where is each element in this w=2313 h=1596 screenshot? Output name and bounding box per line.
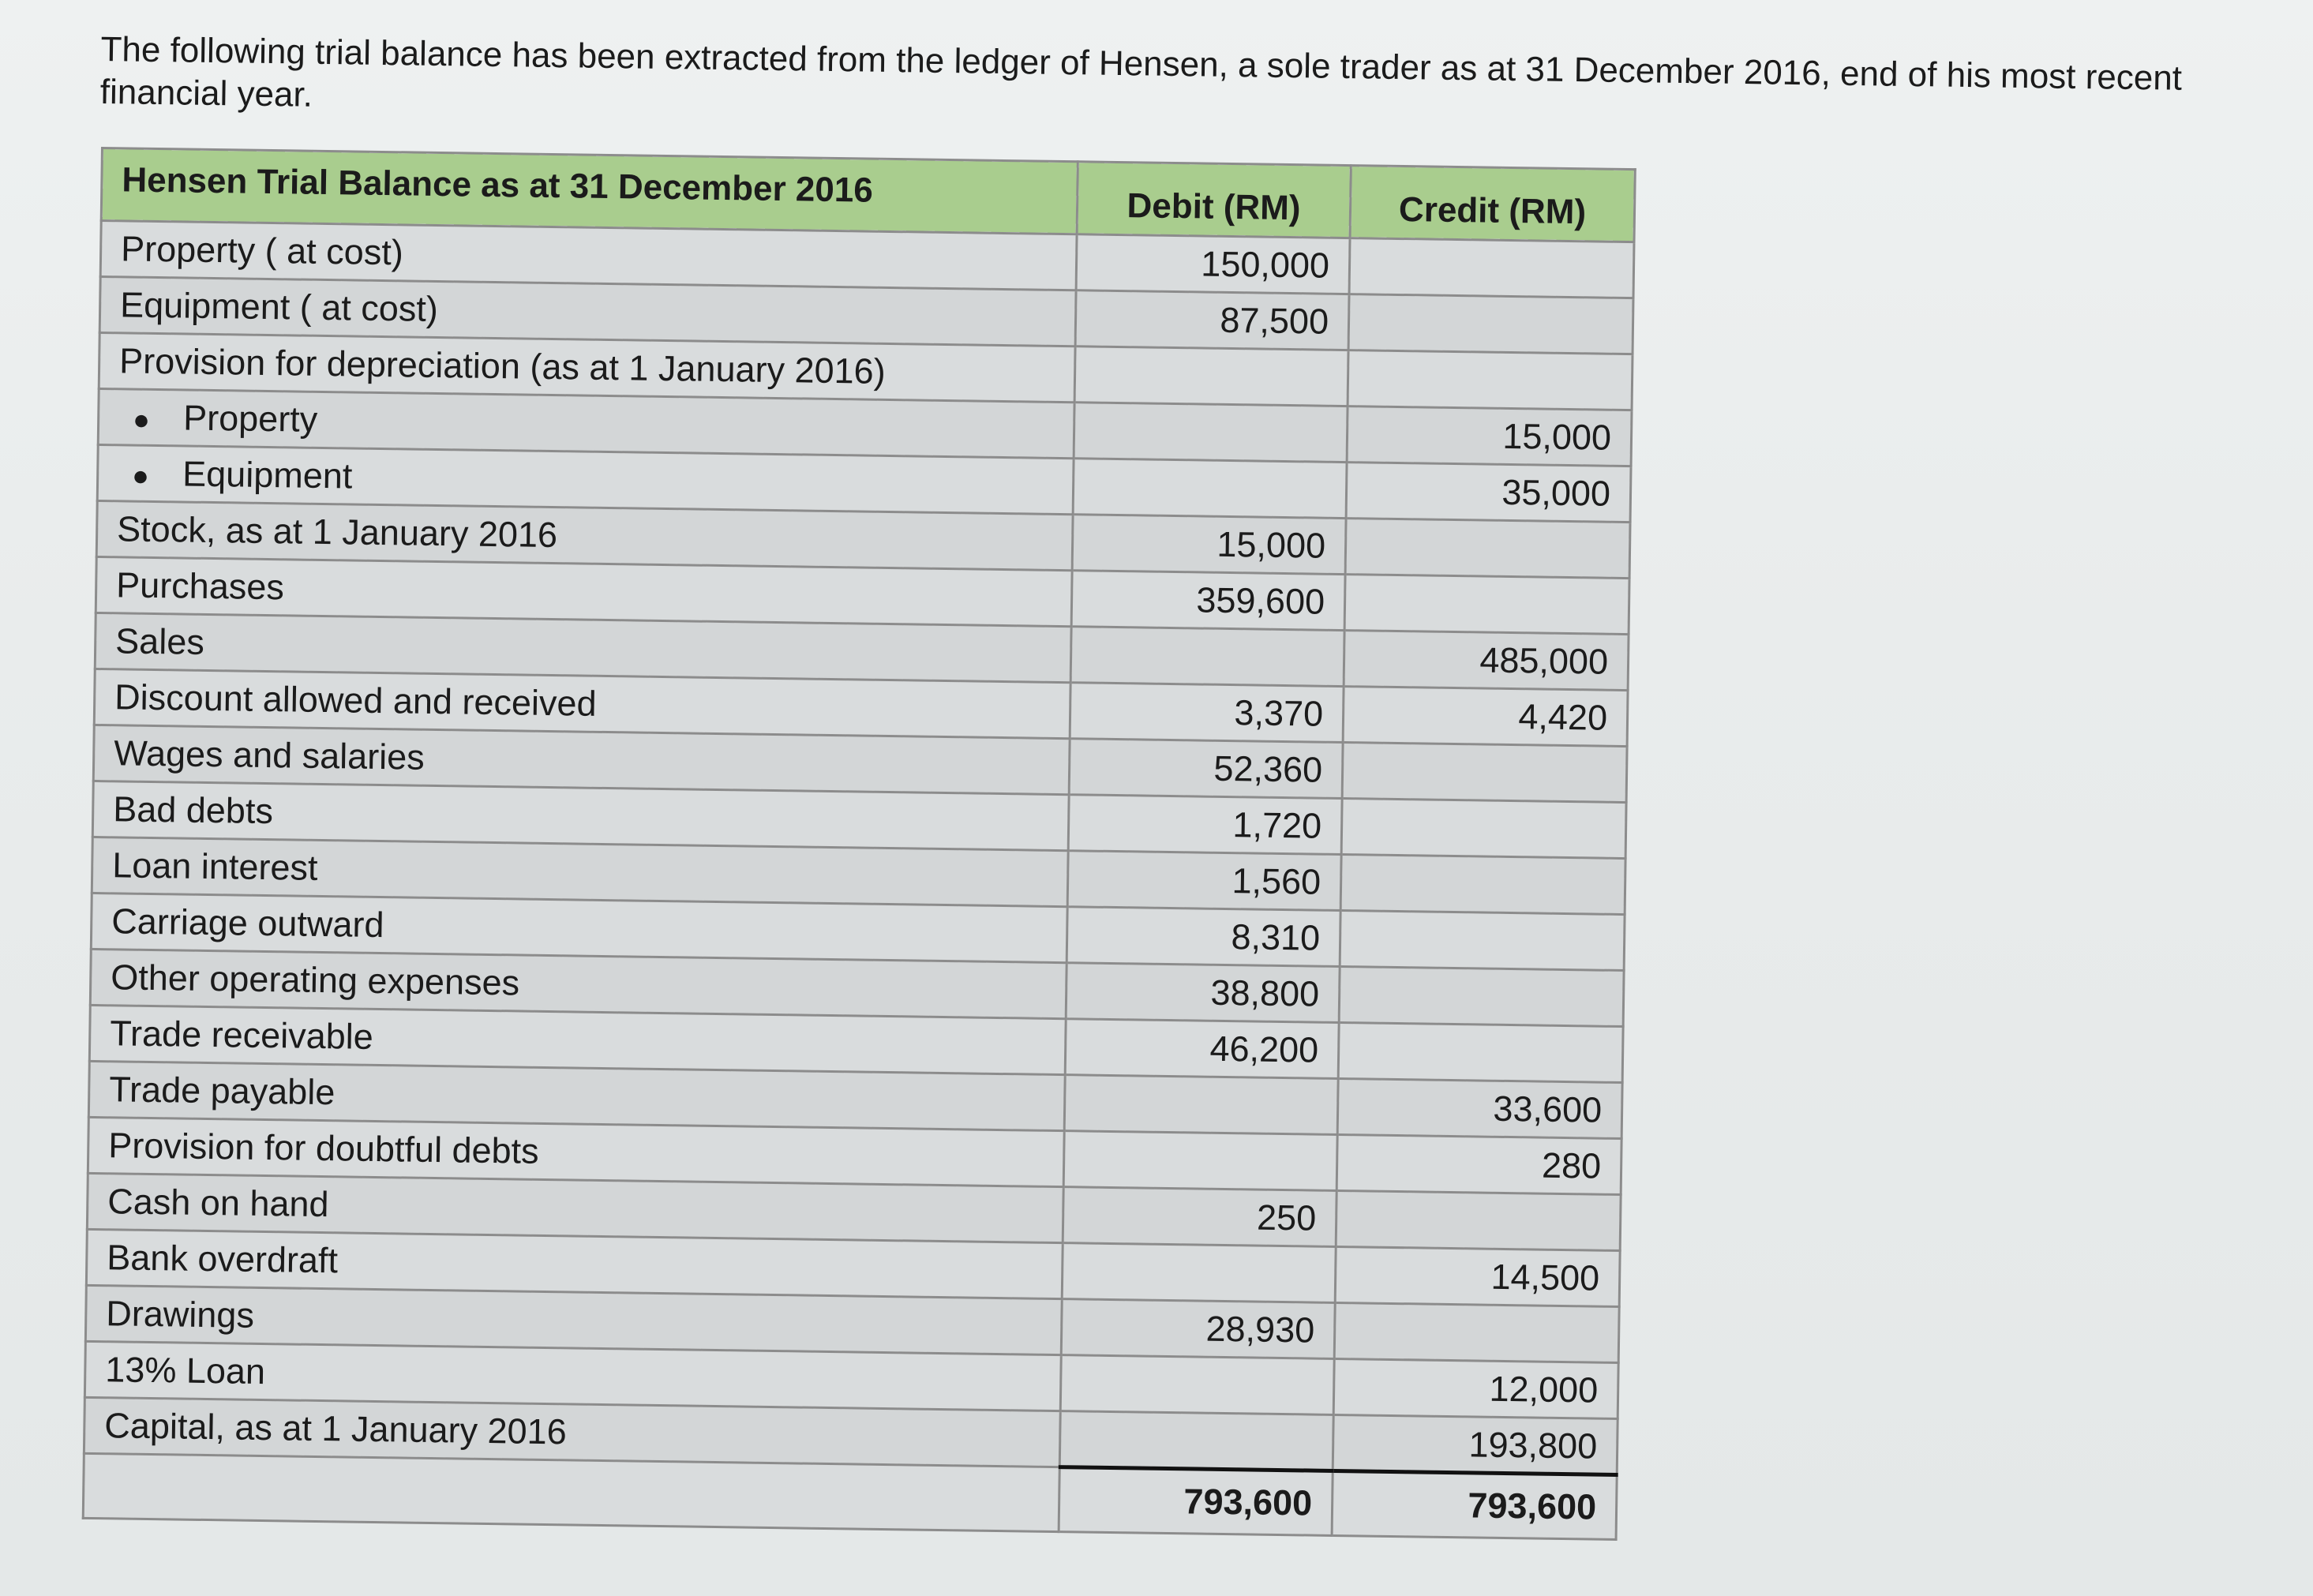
total-debit: 793,600 xyxy=(1059,1467,1333,1536)
row-credit: 14,500 xyxy=(1335,1246,1620,1306)
row-debit: 52,360 xyxy=(1069,739,1343,799)
row-credit: 12,000 xyxy=(1333,1358,1618,1418)
row-credit: 4,420 xyxy=(1343,687,1628,747)
row-label: Property ( at cost) xyxy=(100,221,1077,290)
row-credit xyxy=(1344,575,1629,635)
row-credit xyxy=(1338,1023,1623,1083)
row-label: Wages and salaries xyxy=(93,725,1070,794)
total-label-cell xyxy=(83,1453,1059,1531)
row-credit xyxy=(1341,799,1626,859)
row-debit: 359,600 xyxy=(1071,571,1345,631)
row-credit xyxy=(1340,911,1625,971)
row-credit: 35,000 xyxy=(1346,463,1631,523)
row-debit xyxy=(1062,1243,1336,1303)
row-label: Provision for depreciation (as at 1 January 2016) xyxy=(99,332,1075,402)
row-debit: 3,370 xyxy=(1070,683,1344,743)
debit-header: Debit (RM) xyxy=(1077,162,1351,238)
row-label: 13% Loan xyxy=(84,1341,1061,1411)
row-label: Provision for doubtful debts xyxy=(88,1117,1064,1186)
trial-balance-table xyxy=(82,147,1636,1541)
row-credit: 193,800 xyxy=(1333,1414,1618,1474)
row-credit: 15,000 xyxy=(1347,406,1632,466)
row-debit: 87,500 xyxy=(1075,290,1349,350)
row-credit xyxy=(1334,1302,1619,1362)
row-debit: 8,310 xyxy=(1067,907,1340,967)
bullet-icon: ● xyxy=(132,403,151,436)
row-label: Loan interest xyxy=(92,837,1068,906)
row-debit: 28,930 xyxy=(1061,1299,1335,1359)
row-credit xyxy=(1339,967,1624,1027)
row-label: Other operating expenses xyxy=(90,949,1067,1018)
row-debit: 1,560 xyxy=(1067,851,1341,911)
trial-balance xyxy=(82,147,1634,1541)
row-label: Equipment xyxy=(182,453,353,496)
total-credit: 793,600 xyxy=(1332,1470,1617,1539)
credit-header: Credit (RM) xyxy=(1350,166,1635,242)
row-debit xyxy=(1059,1411,1333,1471)
row-label: Discount allowed and received xyxy=(94,669,1070,738)
row-debit xyxy=(1074,403,1348,463)
row-credit xyxy=(1336,1190,1621,1250)
row-label: Trade receivable xyxy=(89,1005,1066,1074)
row-label: Stock, as at 1 January 2016 xyxy=(96,500,1073,570)
row-label: Equipment ( at cost) xyxy=(99,277,1076,347)
row-credit: 485,000 xyxy=(1344,631,1629,691)
row-debit: 15,000 xyxy=(1072,515,1346,575)
row-credit: 280 xyxy=(1336,1134,1621,1194)
row-debit xyxy=(1073,459,1347,519)
row-label: Sales xyxy=(95,613,1071,682)
row-label: Bank overdraft xyxy=(86,1229,1063,1298)
intro-paragraph: The following trial balance has been extracted from the ledger of Hensen, a sole trader as at 31 December 2016, end of his most recent financial year. xyxy=(99,29,2183,114)
row-credit xyxy=(1342,743,1627,803)
row-debit xyxy=(1070,627,1344,687)
row-debit xyxy=(1063,1131,1337,1191)
row-debit: 250 xyxy=(1063,1187,1336,1247)
row-label: Trade payable xyxy=(88,1061,1065,1130)
row-label: Carriage outward xyxy=(91,893,1067,962)
row-debit: 38,800 xyxy=(1066,963,1340,1023)
row-credit xyxy=(1340,855,1625,915)
row-label: Property xyxy=(182,397,318,440)
row-label: Purchases xyxy=(96,556,1072,626)
row-credit xyxy=(1349,238,1634,298)
row-label: Drawings xyxy=(85,1285,1062,1354)
table-title: Hensen Trial Balance as at 31 December 2016 xyxy=(101,148,1078,234)
row-debit: 46,200 xyxy=(1065,1019,1339,1079)
bullet-icon: ● xyxy=(131,459,150,492)
row-debit xyxy=(1074,347,1348,406)
row-debit xyxy=(1060,1355,1334,1415)
row-label: Bad debts xyxy=(92,781,1069,850)
row-label: Cash on hand xyxy=(87,1173,1063,1242)
row-label: Capital, as at 1 January 2016 xyxy=(84,1397,1060,1467)
row-debit xyxy=(1064,1075,1338,1135)
row-credit xyxy=(1348,350,1633,410)
row-debit: 150,000 xyxy=(1076,234,1350,294)
row-credit xyxy=(1345,519,1630,579)
row-debit: 1,720 xyxy=(1068,795,1342,855)
row-credit: 33,600 xyxy=(1337,1078,1622,1138)
row-credit xyxy=(1348,294,1633,354)
